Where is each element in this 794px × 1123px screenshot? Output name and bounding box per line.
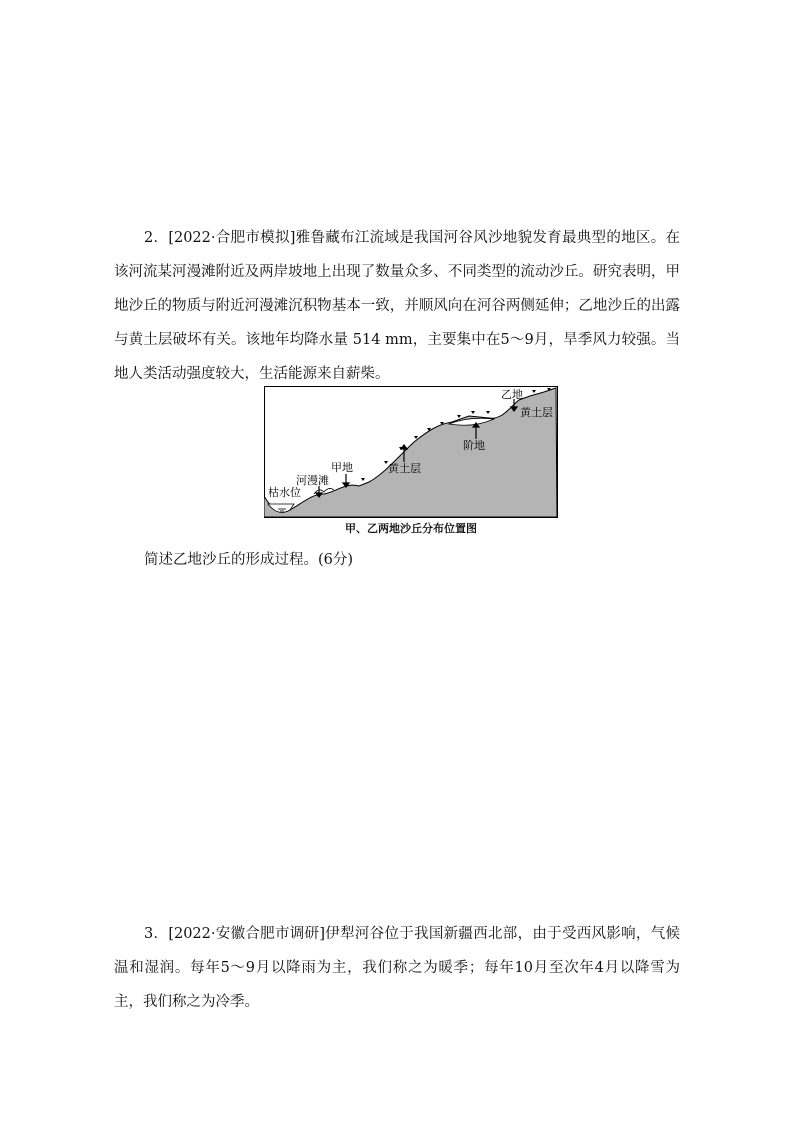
question-3 [114, 917, 680, 1019]
q2-text: 雅鲁藏布江流域是我国河谷风沙地貌发育最典型的地区。在该河流某河漫滩附近及两岸坡地上出现了数量众多、不同类型的流动沙丘。研究表明，甲地沙丘的物质与附近河漫滩沉积物基本一致，并顺风向在河谷两侧延伸；乙地沙丘的出露与黄土层破坏有关。该地年均降水量 514 mm，主要集中在5～9月，旱季风力较强。当地人类活动强度较大，生活能源来自薪柴。 [114, 230, 680, 382]
label-low-water: 枯水位 [268, 486, 301, 499]
label-jiadi: 甲地 [331, 461, 353, 474]
figure-caption: 甲、乙两地沙丘分布位置图 [345, 522, 477, 535]
label-terrace: 阶地 [463, 439, 485, 452]
question-2-subquestion: 简述乙地沙丘的形成过程。(6分) [144, 552, 354, 568]
label-yidi: 乙地 [501, 388, 523, 401]
q3-text: 伊犁河谷位于我国新疆西北部，由于受西风影响，气候温和湿润。每年5～9月以降雨为主，我们称之为暖季；每年10月至次年4月以降雪为主，我们称之为冷季。 [114, 926, 680, 1010]
q3-number: 3． [144, 926, 169, 942]
label-loess-mid: 黄土层 [388, 462, 421, 475]
q3-source: [2022·安徽合肥市调研] [168, 926, 325, 942]
figure-svg [264, 386, 558, 518]
dune-distribution-figure [264, 386, 558, 518]
q2-source: [2022·合肥市模拟] [168, 230, 296, 246]
question-2 [114, 221, 680, 391]
label-loess-right: 黄土层 [520, 406, 553, 419]
label-floodplain: 河漫滩 [296, 474, 329, 487]
q2-number: 2． [144, 230, 169, 246]
